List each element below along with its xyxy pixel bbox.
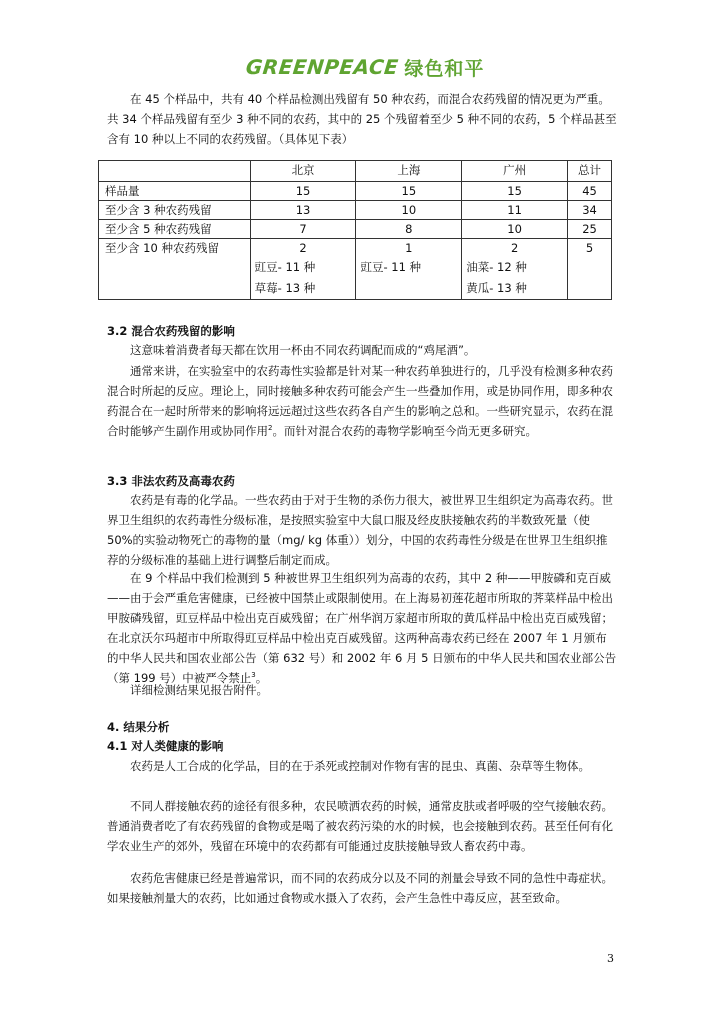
row-label: 至少含 3 种农药残留 xyxy=(99,201,251,220)
s32-paragraph-2-end: 。而针对混合农药的毒物学影响至今尚无更多研究。 xyxy=(272,424,537,438)
cell-shanghai: 10 xyxy=(356,201,462,220)
cell-value: 1 xyxy=(405,241,413,255)
s33-paragraph-2-end: 。 xyxy=(255,671,268,685)
greenpeace-logo xyxy=(246,54,484,80)
row-label: 样品量 xyxy=(99,182,251,201)
cell-value: 2 xyxy=(510,241,519,255)
section-heading-3-3: 3.3 非法农药及高毒农药 xyxy=(107,474,235,488)
cell-total: 25 xyxy=(568,220,612,239)
footnote-ref: 3 xyxy=(251,671,256,680)
cell-detail: 黄瓜- 13 种 xyxy=(466,281,527,295)
cell-detail: 油菜- 12 种 xyxy=(466,260,527,274)
table-header xyxy=(99,161,251,182)
table-header: 北京 xyxy=(250,161,356,182)
cell-detail: 豇豆- 11 种 xyxy=(254,260,316,274)
logo-chinese: 绿色和平 xyxy=(404,57,485,80)
cell-guangzhou: 10 xyxy=(462,220,568,239)
table-header: 广州 xyxy=(462,161,568,182)
page-number: 3 xyxy=(607,952,614,965)
table-header: 总计 xyxy=(568,161,612,182)
s32-paragraph-1: 这意味着消费者每天都在饮用一杯由不同农药调配而成的“鸡尾酒”。 xyxy=(130,343,476,357)
s33-paragraph-2-text: 在 9 个样品中我们检测到 5 种被世界卫生组织列为高毒的农药，其中 2 种——甲胺磷和克百威——由于会严重危害健康，已经被中国禁止或限制使用。在上海易初莲花超市所取的荠菜样品中检出甲胺磷残留，豇豆样品中检出克百威残留；在广州华润万家超市所取的黄瓜样品中检出克百威残留；在北京沃尔玛超市中所取得豇豆样品中检出克百威残留。这两种高毒农药已经在 2007 年 1 月颁布的中华人民共和国农业部公告（第 632 号）和 2002 年 6 月 5 日颁布的中华人民共和国农业部公告（第 199 号）中被严令禁止 xyxy=(107,571,617,685)
s32-paragraph-2 xyxy=(107,361,617,441)
cell-shanghai: 15 xyxy=(356,182,462,201)
cell-beijing: 15 xyxy=(250,182,356,201)
table-row xyxy=(99,239,612,300)
row-label: 至少含 5 种农药残留 xyxy=(99,220,251,239)
cell-guangzhou: 11 xyxy=(462,201,568,220)
cell-beijing xyxy=(250,239,356,300)
s32-paragraph-2-text: 通常来讲，在实验室中的农药毒性实验都是针对某一种农药单独进行的，几乎没有检测多种农药混合时所起的反应。理论上，同时接触多种农药可能会产生一些叠加作用，或是协同作用，即多种农药混合在一起时所带来的影响将远远超过这些农药各自产生的影响之总和。一些研究显示，农药在混合时能够产生副作用或协同作用 xyxy=(107,364,613,438)
logo-english: GREENPEACE xyxy=(244,55,400,79)
s4-paragraph-3: 农药危害健康已经是普遍常识，而不同的农药成分以及不同的剂量会导致不同的急性中毒症状。如果接触剂量大的农药，比如通过食物或水摄入了农药，会产生急性中毒反应，甚至致命。 xyxy=(107,871,613,905)
s4-paragraph-2: 不同人群接触农药的途径有很多种，农民喷洒农药的时候，通常皮肤或者呼吸的空气接触农药。普通消费者吃了有农药残留的食物或是喝了被农药污染的水的时候，也会接触到农药。甚至任何有化学农业生产的郊外，残留在环境中的农药都有可能通过皮肤接触导致人畜农药中毒。 xyxy=(107,799,613,853)
intro-paragraph: 在 45 个样品中，共有 40 个样品检测出残留有 50 种农药，而混合农药残留的情况更为严重。共 34 个样品残留有至少 3 种不同的农药，其中的 25 个残留着至少 5 种不同的农药，5 个样品甚至含有 10 种以上不同的农药残留。（具体见下表） xyxy=(107,92,617,146)
s4-paragraph-1: 农药是人工合成的化学品，目的在于杀死或控制对作物有害的昆虫、真菌、杂草等生物体。 xyxy=(130,759,590,773)
section-heading-3-2: 3.2 混合农药残留的影响 xyxy=(107,324,235,338)
cell-shanghai xyxy=(356,239,462,300)
table-row xyxy=(99,182,612,201)
table-row xyxy=(99,201,612,220)
cell-guangzhou xyxy=(462,239,568,300)
cell-detail: 草莓- 13 种 xyxy=(254,281,316,295)
cell-total: 34 xyxy=(568,201,612,220)
s33-paragraph-3: 详细检测结果见报告附件。 xyxy=(130,683,268,697)
table-header: 上海 xyxy=(356,161,462,182)
cell-beijing: 13 xyxy=(250,201,356,220)
cell-total: 45 xyxy=(568,182,612,201)
cell-beijing: 7 xyxy=(250,220,356,239)
s33-paragraph-2 xyxy=(107,568,617,688)
cell-total: 5 xyxy=(568,239,612,300)
section-heading-4: 4. 结果分析 xyxy=(107,720,170,734)
footnote-ref: 2 xyxy=(268,424,273,433)
cell-guangzhou: 15 xyxy=(462,182,568,201)
residue-table xyxy=(98,160,612,300)
row-label: 至少含 10 种农药残留 xyxy=(99,239,251,300)
cell-shanghai: 8 xyxy=(356,220,462,239)
table-header-row xyxy=(99,161,612,182)
s33-paragraph-1: 农药是有毒的化学品。一些农药由于对于生物的杀伤力很大，被世界卫生组织定为高毒农药。世界卫生组织的农药毒性分级标准，是按照实验室中大鼠口服及经皮肤接触农药的半数致死量（使 50%的实验动物死亡的毒物的量（mg/ kg 体重））划分，中国的农药毒性分级是在世界卫生组织推荐的分级标准的基础上进行调整后制定而成。 xyxy=(107,493,613,567)
cell-value: 2 xyxy=(299,241,307,255)
table-row xyxy=(99,220,612,239)
section-heading-4-1: 4.1 对人类健康的影响 xyxy=(107,739,224,753)
cell-detail: 豇豆- 11 种 xyxy=(360,260,422,274)
